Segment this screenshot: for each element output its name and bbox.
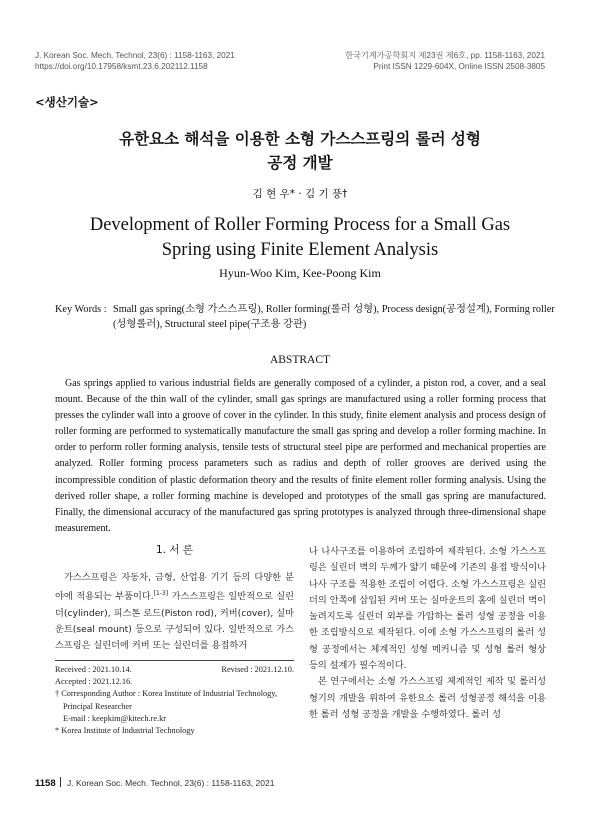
- intro-right-paragraph-1: 나 나사구조를 이용하여 조립하여 제작된다. 소형 가스스프링은 실린더 벽의 두께가 얇기 때문에 기존의 용접 방식이나 나사 구조를 적용한 조립이 어렵다. 소형 가스스프링은 실린더의 안쪽에 삽입된 커버 또는 실마운트의 홈에 실린더 벽이 눌려지도록 실린더 외부를 가압하는 롤러 성형 공정을 이용한 조립방식으로 제작된다. 이에 소형 가스스프링의 롤러 성형 공정에서는 체계적인 성형 메커니즘 및 성형 롤러 형상 등의 설계가 필수적이다.: [309, 546, 546, 672]
- authors-en: Hyun-Woo Kim, Kee-Poong Kim: [219, 266, 381, 280]
- intro-right-column: [309, 544, 546, 723]
- title-ko-line-2: 공정 개발: [267, 154, 333, 172]
- corresponding-author: † Corresponding Author : Korea Institute of Industrial Technology,: [55, 689, 278, 699]
- footnote-divider: [55, 660, 294, 661]
- footer-divider: [60, 777, 61, 787]
- footer-citation: J. Korean Soc. Mech. Technol, 23(6) : 1158-1163, 2021: [64, 778, 275, 788]
- title-en-line-2: Spring using Finite Element Analysis: [161, 240, 439, 260]
- abstract-heading: ABSTRACT: [269, 354, 331, 366]
- journal-citation: J. Korean Soc. Mech. Technol, 23(6) : 1158-1163, 2021: [35, 51, 235, 60]
- keywords-text: Small gas spring(소형 가스스프링), Roller forming(롤러 성형), Process design(공정설계), Forming roller (성형롤러), Structural steel pipe(구조용 강관): [113, 304, 555, 330]
- abstract-text: Gas springs applied to various industrial fields are generally composed of a cylinder, a piston rod, a cover, and a seal mount. Because of the thin wall of the cylinder, small gas springs are manufactured using a roller forming process that presses the cylinder wall into a groove of cover in the cylinder. In this study, finite element analysis and process design of roller forming are performed to systematically manufacture the small gas spring and develop a roller forming machine. In order to perform roller forming analysis, tensile tests of structural steel pipe are performed and mechanical properties are analyzed. Roller forming process parameters such as radius and depth of roller grooves are derived using the incompressible condition of plastic deformation theory and the results of finite element roller forming analysis. Using the derived roller shape, a roller forming machine is developed and prototypes of the small gas spring are manufactured. Finally, the dimensional accuracy of the manufactured gas spring prototypes is analyzed through three-dimensional shape measurement.: [55, 378, 546, 534]
- citation-ref[interactable]: [1-3]: [153, 590, 169, 598]
- accepted-date: Accepted : 2021.12.16.: [55, 677, 133, 687]
- received-date: Received : 2021.10.14.: [55, 665, 132, 674]
- title-ko-line-1: 유한요소 해석을 이용한 소형 가스스프링의 롤러 성형: [119, 130, 481, 148]
- intro-text-a: 가스스프링은 자동차, 금형, 산업용 기기 등의 다양한 분야에 적용되는 부품이다.: [55, 572, 294, 603]
- journal-citation-ko: 한국기계가공학회지 제23권 제6호, pp. 1158-1163, 2021: [345, 51, 545, 60]
- keywords-label: Key Words :: [55, 304, 107, 315]
- author-position: Principal Researcher: [63, 701, 132, 711]
- intro-text-b: 가스스프링은 일반적으로 실린더(cylinder), 피스톤 로드(Piston rod), 커버(cover), 실마운트(seal mount) 등으로 구성되어 있다. 일반적으로 가스스프링은 실린더에 커버 또는 실린더를 용접하거: [55, 591, 294, 652]
- section-tag: <생산기술>: [35, 95, 99, 109]
- intro-left-column: [55, 570, 294, 655]
- revised-date: Revised : 2021.12.10.: [221, 665, 294, 674]
- title-en-line-1: Development of Roller Forming Process for a Small Gas: [89, 215, 511, 235]
- author-email[interactable]: E-mail : keepkim@kitech.re.kr: [63, 713, 167, 723]
- affiliation: * Korea Institute of Industrial Technology: [55, 726, 195, 736]
- keywords-block: [55, 302, 555, 332]
- intro-heading: 1. 서 론: [156, 544, 193, 556]
- intro-right-paragraph-2: 본 연구에서는 소형 가스스프링 체계적인 제작 및 롤러성형기의 개발을 위하여 유한요소 롤러 성형공정 해석을 이용한 롤러 성형 공정을 개발을 수행하였다. 롤러 성: [309, 676, 546, 720]
- page-number: 1158: [35, 778, 56, 789]
- authors-ko: 김 현 우* · 김 기 풍†: [252, 188, 348, 200]
- page-footer: [35, 777, 274, 789]
- footnotes: [55, 664, 294, 737]
- doi-link[interactable]: https://doi.org/10.17958/ksmt.23.6.202112.1158: [35, 62, 208, 71]
- issn-info: Print ISSN 1229-604X, Online ISSN 2508-3805: [373, 62, 545, 71]
